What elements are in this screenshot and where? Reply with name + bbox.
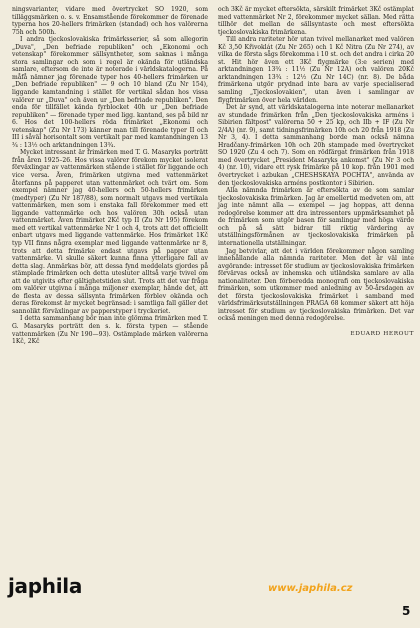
website-link[interactable]: www.japhila.cz xyxy=(268,583,353,594)
paragraph: I detta sammanhang bör man inte glömma frimärken med T. G. Masaryks porträtt den s. k. första typen — stående vattenmärken (Zu Nr 190—93). Ostämplade märken valörerna 1Kč, 2Kč xyxy=(12,315,208,346)
author-signature: EDUARD HEROUT xyxy=(350,330,414,337)
paragraph: Det är synd, att världskatalogerna inte noterar mellanarket av stundade frimärken från „Den tjeckoslovakiska arméns i Sibirien fältpost" valörerna 50 + 25 kp, och IIb + IF (Zu Nr 2/4A) (nr. 9), samt tidningsfrimärken 10h och 20 från 1918 (Zu Nr 3, 4). I detta sammanhang borde man också nämna Hradčany-frimärken 10h och 20h stampade med övertrycket SO 1920 (Zu 4 och 7). Som en rödfärgat frimärken från 1918 med övertrycket „President Masaryks ankomst" (Zu Nr 3 och 4) (nr. 10), vidare ett rysk frimärke på 10 kop. från 1901 med övertrycket i azbukan „CHESHSKAYA POCHTA", använda av den tjeckoslovakiska arméns postkontor i Sibirien. xyxy=(218,104,414,187)
paragraph: Mycket intressant är frimärken med T. G. Masaryks porträtt från åren 1925–26. Hos vissa valörer förekom mycket isolerat förväxlingar av vattenmärken stående i stället för liggande och vice versa. Även, frimärken utgivna med vattenmärket återfanns på papperet utan vattenmärket och tvärt om. Som exempel nämner jag 40-hellers och 50-hellers frimärken (medtyper) (Zu Nr 187/88), som normalt utgavs med vertikala vattenmärken, men som i enstaka fall förekommer med ett liggande vattenmärke och hos valören 30h också utan vattenmärket. Även frimärket 2Kč typ II (Zu Nr 195) förekom med ett vertikal vattenmärke Nr 1 och 4, trots att det officiellt enbart utgavs med liggande vattenmärke. Hos frimärket 1Kč typ VII finns några exemplar med liggande vattenmärke nr 8, trots att detta frimärke endast utgavs på papper utan vattenmärke. Vi skulle säkert kunna finna ytterligare fall av detta slag. Anmärkas bör, att dessa fynd meddelats gjordes på stämplade frimärken och detta utesluter alltså varje tvivel om att de utgivits efter gältighetstiden slut. Trots att det var fråga om valörer utgivna i många miljoner exemplar, hände det, att de flesta av dessa sällsynta frimärken förblev okända och deras förekomst är mycket begränsad: i samtliga fall gäller det sannolikt förväxlingar av papperstyper i tryckeriet. xyxy=(12,149,208,315)
paragraph: I andra tjeckoslovakiska frimärksserier, så som allegorin „Duva", „Den befriade republiken" och „Ekonomi och vetenskap" förekommer sällsyntheter, som saknas i många stora samlingar och som i regel är okända för utländska samlare, eftersom de inte är noterade i världskatalogerna. På måfå nämner jag förenade typer hos 40-hellers frimärken ur „Den befriade republiken" — 9 och 10 bland (Zu Nr 154), liggande kamtandning i stället för vertikal sådan hos vissa valörer ur „Duva" och även ur „Den befriade republiken". Den enda för tillfället kända fyrblocket 40h ur „Den befriade republiken" — förenade typer med ligg. kantand, ses på bild nr 6. Hos det 100-hellers röda frimärket „Ekonomi och vetenskap" (Zu Nr 173) känner man till förenade typer II och III i såväl horisontalt som vertikalt par med kamtandningen 13 ¾ : 13½ och arktandningen 13¾. xyxy=(12,36,208,149)
page-number: 5 xyxy=(402,604,411,618)
paragraph: Till andra rariteter hör utan tvivel mellanarket med valören Kč 3,50 Křivoklát (Zu Nr 265) och 1 Kč Nitra (Zu Nr 274), av vilka de första sågs förekomma i 10 st. och det andra i cirka 20 st. Hit hör även ett 3Kč flygmärke (3:e serien) med arktandningen 13¾ : 11½ (Zu Nr 12A) och valören 20Kč arktandningen 13¾ : 12½ (Zu Nr 14C) (nr. 8). De båda frimärkena utgör prydnad inte bara av varje specialiserad samling „Tjeckoslovakien", utan även i samlingar av flygfrimärken över hela världen. xyxy=(218,36,414,104)
paragraph: Alla nämnda frimärken är eftersökta av de som samlar tjeckoslovakiska frimärken. Jag är emellertid medveten om, att jag inte nämnt alla — exempel — jag hoppas, att denna redogörelse kommer att dra intressenters uppmärksamhet på de frimärken som utgör basen för samlingar med höga värde och på så sätt bidrar till riktig värdering av utställningsförmånen av tjeckoslovakiska frimärken på internationella utställningar. xyxy=(218,187,414,247)
article-column-left xyxy=(12,6,208,346)
paragraph: Jag betvivlar, att det i världen förekommer någon samling innehållande alla nämnda rariteter. Men det är väl inte avgörande: intresset för studium av tjeckoslovakiska frimärken förvärvas också av inhemska och utländska samlare av alla nationaliteter. Den förberedda monografi om tjeckoslovakiska frimärken, som utkommer med anledning av 50-årsdagen av det första tjeckoslovakiska frimärket i samband med världsfrimärksutställningen PRAGA 68 kommer säkert att höja intresset för studium av tjeckoslovakiska frimärken. Det var också meningen med denna redogörelse. xyxy=(218,247,414,323)
japhila-logo: japhila xyxy=(8,574,83,598)
paragraph: ningsvarianter, vidare med övertrycket SO 1920, som tilläggsmärken o. s. v. Ensamstående förekommer de förenade typerna hos 20-hellers frimärken (standad) och hos valörerna 75h och 500h. xyxy=(12,6,208,36)
article-column-right xyxy=(218,6,414,339)
paragraph: och 3Kč är mycket eftersökta, särskilt frimärket 3Kč ostämplat med vattenmärket Nr 2, förekommer mycket sällan. Med rätta tillhör det mellan de sällsyntaste och mest eftersökta tjeckoslovakiska frimärkena. xyxy=(218,6,414,36)
